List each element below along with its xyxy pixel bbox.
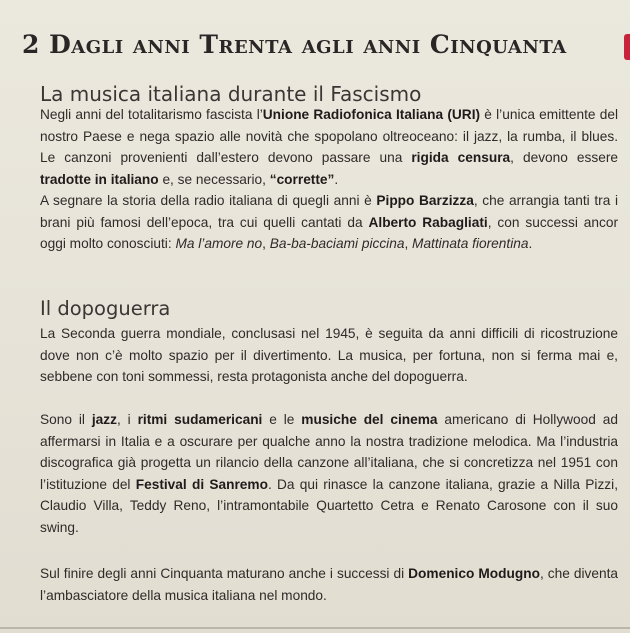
text-run: .	[528, 236, 533, 251]
text-run: americano di Hollywood ad affermarsi in Italia e a oscurare per qualche anno la nostra tradizione melodica. Ma l’industria discografica già progetta un rilancio della canzone all’italiana, che si concretizza nel 1951 con l’istituzione del	[40, 412, 618, 492]
text-run: ritmi sudamericani	[137, 412, 263, 427]
paragraph-ricostruzione	[40, 323, 618, 388]
text-run: e le	[262, 412, 302, 427]
section-title-dopoguerra: Il dopoguerra	[40, 297, 171, 320]
text-run: Negli anni del totalitarismo fascista l’	[40, 107, 263, 122]
paragraph-modugno	[40, 563, 618, 606]
text-run: ,	[262, 236, 270, 251]
text-run: .	[334, 171, 339, 187]
text-run: musiche del cinema	[301, 412, 438, 427]
text-run: Unione Radiofonica Italiana (URI)	[262, 107, 481, 122]
text-run: è l’unica emittente del nostro Paese e nega spazio alle novità che spopolano oltreoceano: il jazz, la rumba, il blues. Le canzoni provenienti dall’estero devono passare una	[40, 107, 618, 165]
text-run: ,	[404, 236, 413, 251]
text-run: tradotte in italiano	[40, 171, 159, 187]
chapter-title: 2 Dagli anni Trenta agli anni Cinquanta	[22, 30, 567, 59]
text-run: . Da qui rinasce la canzone italiana, grazie a Nilla Pizzi, Claudio Villa, Teddy Reno, l’intramontabile Quartetto Cetra e Renato Carosone con il suo swing.	[40, 476, 618, 535]
text-run: Sono il	[40, 412, 92, 427]
text-run: Pippo Barzizza	[376, 193, 474, 208]
text-run: e, se necessario,	[158, 171, 270, 187]
paragraph-jazz-sanremo	[40, 409, 618, 538]
text-run: A segnare la storia della radio italiana di quegli anni è	[40, 193, 377, 208]
text-run: Alberto Rabagliati	[368, 214, 488, 230]
text-run: Domenico Modugno	[408, 566, 540, 581]
page-bottom-rule	[0, 627, 630, 629]
text-run: , con successi ancor oggi molto conosciuti:	[40, 214, 618, 251]
text-run: jazz	[91, 412, 117, 427]
text-run: La Seconda guerra mondiale, conclusasi nel 1945, è seguita da anni difficili di ricostruzione dove non c’è molto spazio per il divertimento. La musica, per fortuna, non si ferma mai e, sebbene con toni sommessi, resta protagonista anche del dopoguerra.	[40, 326, 618, 384]
text-run: Ma l’amore no	[175, 236, 263, 251]
text-run: , che diventa l’ambasciatore della musica italiana nel mondo.	[40, 566, 618, 603]
text-run: “corrette”	[269, 171, 335, 187]
text-run: Sul finire degli anni Cinquanta maturano anche i successi di	[40, 566, 409, 581]
text-run: Festival di Sanremo	[135, 476, 268, 492]
text-run: , che arrangia tanti tra i brani più famosi dell’epoca, tra cui quelli cantati da	[40, 193, 618, 230]
section-title-musica: La musica italiana durante il Fascismo	[40, 82, 422, 106]
text-run: , i	[116, 412, 138, 427]
paragraph-barzizza	[40, 190, 618, 255]
text-run: Ba-ba-baciami piccina	[269, 236, 405, 251]
chapter-color-tab	[624, 34, 630, 60]
text-run: , devono essere	[510, 150, 618, 165]
text-run: Mattinata fiorentina	[412, 236, 529, 251]
paragraph-uri	[40, 104, 618, 190]
text-run: rigida censura	[411, 150, 511, 165]
